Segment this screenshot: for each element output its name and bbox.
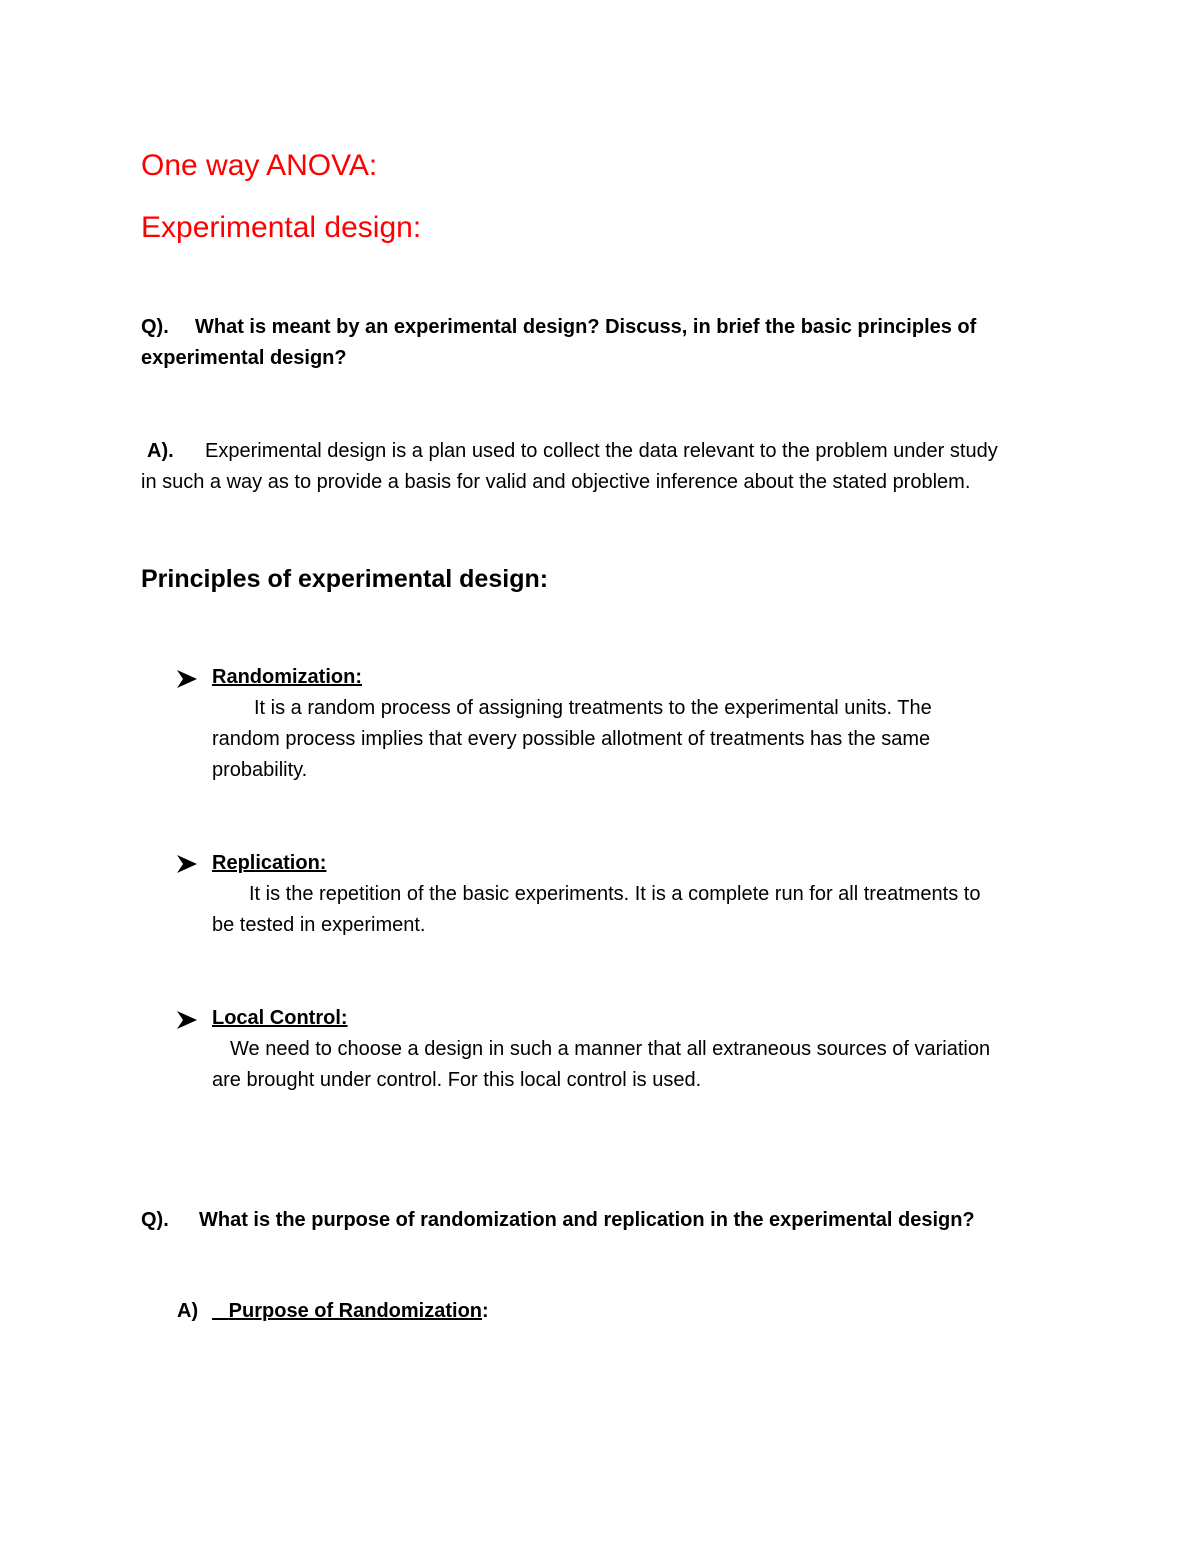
answer-1-prefix: A). — [147, 440, 174, 462]
answer-2-label: Purpose of Randomization — [228, 1300, 483, 1322]
principle-text-line: We need to choose a design in such a manner that all extraneous sources of variation — [230, 1038, 991, 1060]
answer-2-colon: : — [482, 1300, 489, 1322]
answer-1-line-2: in such a way as to provide a basis for valid and objective inference about the stated problem. — [141, 471, 971, 493]
document-title: One way ANOVA: — [141, 149, 378, 182]
question-2-prefix: Q). — [141, 1209, 169, 1231]
question-1-line-2: experimental design? — [141, 347, 347, 369]
arrowhead-bullet-icon — [176, 1010, 198, 1030]
arrowhead-bullet-icon — [176, 854, 198, 874]
arrowhead-bullet-icon — [176, 669, 198, 689]
answer-2-heading — [212, 1296, 489, 1327]
answer-1-line-1: Experimental design is a plan used to collect the data relevant to the problem under study — [205, 440, 998, 462]
question-1-line-1: What is meant by an experimental design? Discuss, in brief the basic principles of — [195, 316, 977, 338]
principle-text-line: probability. — [212, 759, 308, 781]
question-2-text: What is the purpose of randomization and replication in the experimental design? — [199, 1209, 975, 1231]
principle-text-line: It is the repetition of the basic experiments. It is a complete run for all treatments to — [249, 883, 981, 905]
principle-text-line: be tested in experiment. — [212, 914, 426, 936]
principle-label-randomization: Randomization: — [212, 666, 362, 688]
principle-label-local-control: Local Control: — [212, 1007, 348, 1029]
principle-text-line: It is a random process of assigning treatments to the experimental units. The — [254, 697, 932, 719]
answer-2-prefix: A) — [177, 1300, 199, 1322]
question-1-prefix: Q). — [141, 316, 169, 338]
answer-2-underline-gap — [212, 1300, 229, 1322]
principle-label-replication: Replication: — [212, 852, 327, 874]
principle-text-line: random process implies that every possible allotment of treatments has the same — [212, 728, 931, 750]
principles-heading: Principles of experimental design: — [141, 565, 549, 593]
principle-text-line: are brought under control. For this local control is used. — [212, 1069, 702, 1091]
document-subtitle: Experimental design: — [141, 211, 422, 244]
